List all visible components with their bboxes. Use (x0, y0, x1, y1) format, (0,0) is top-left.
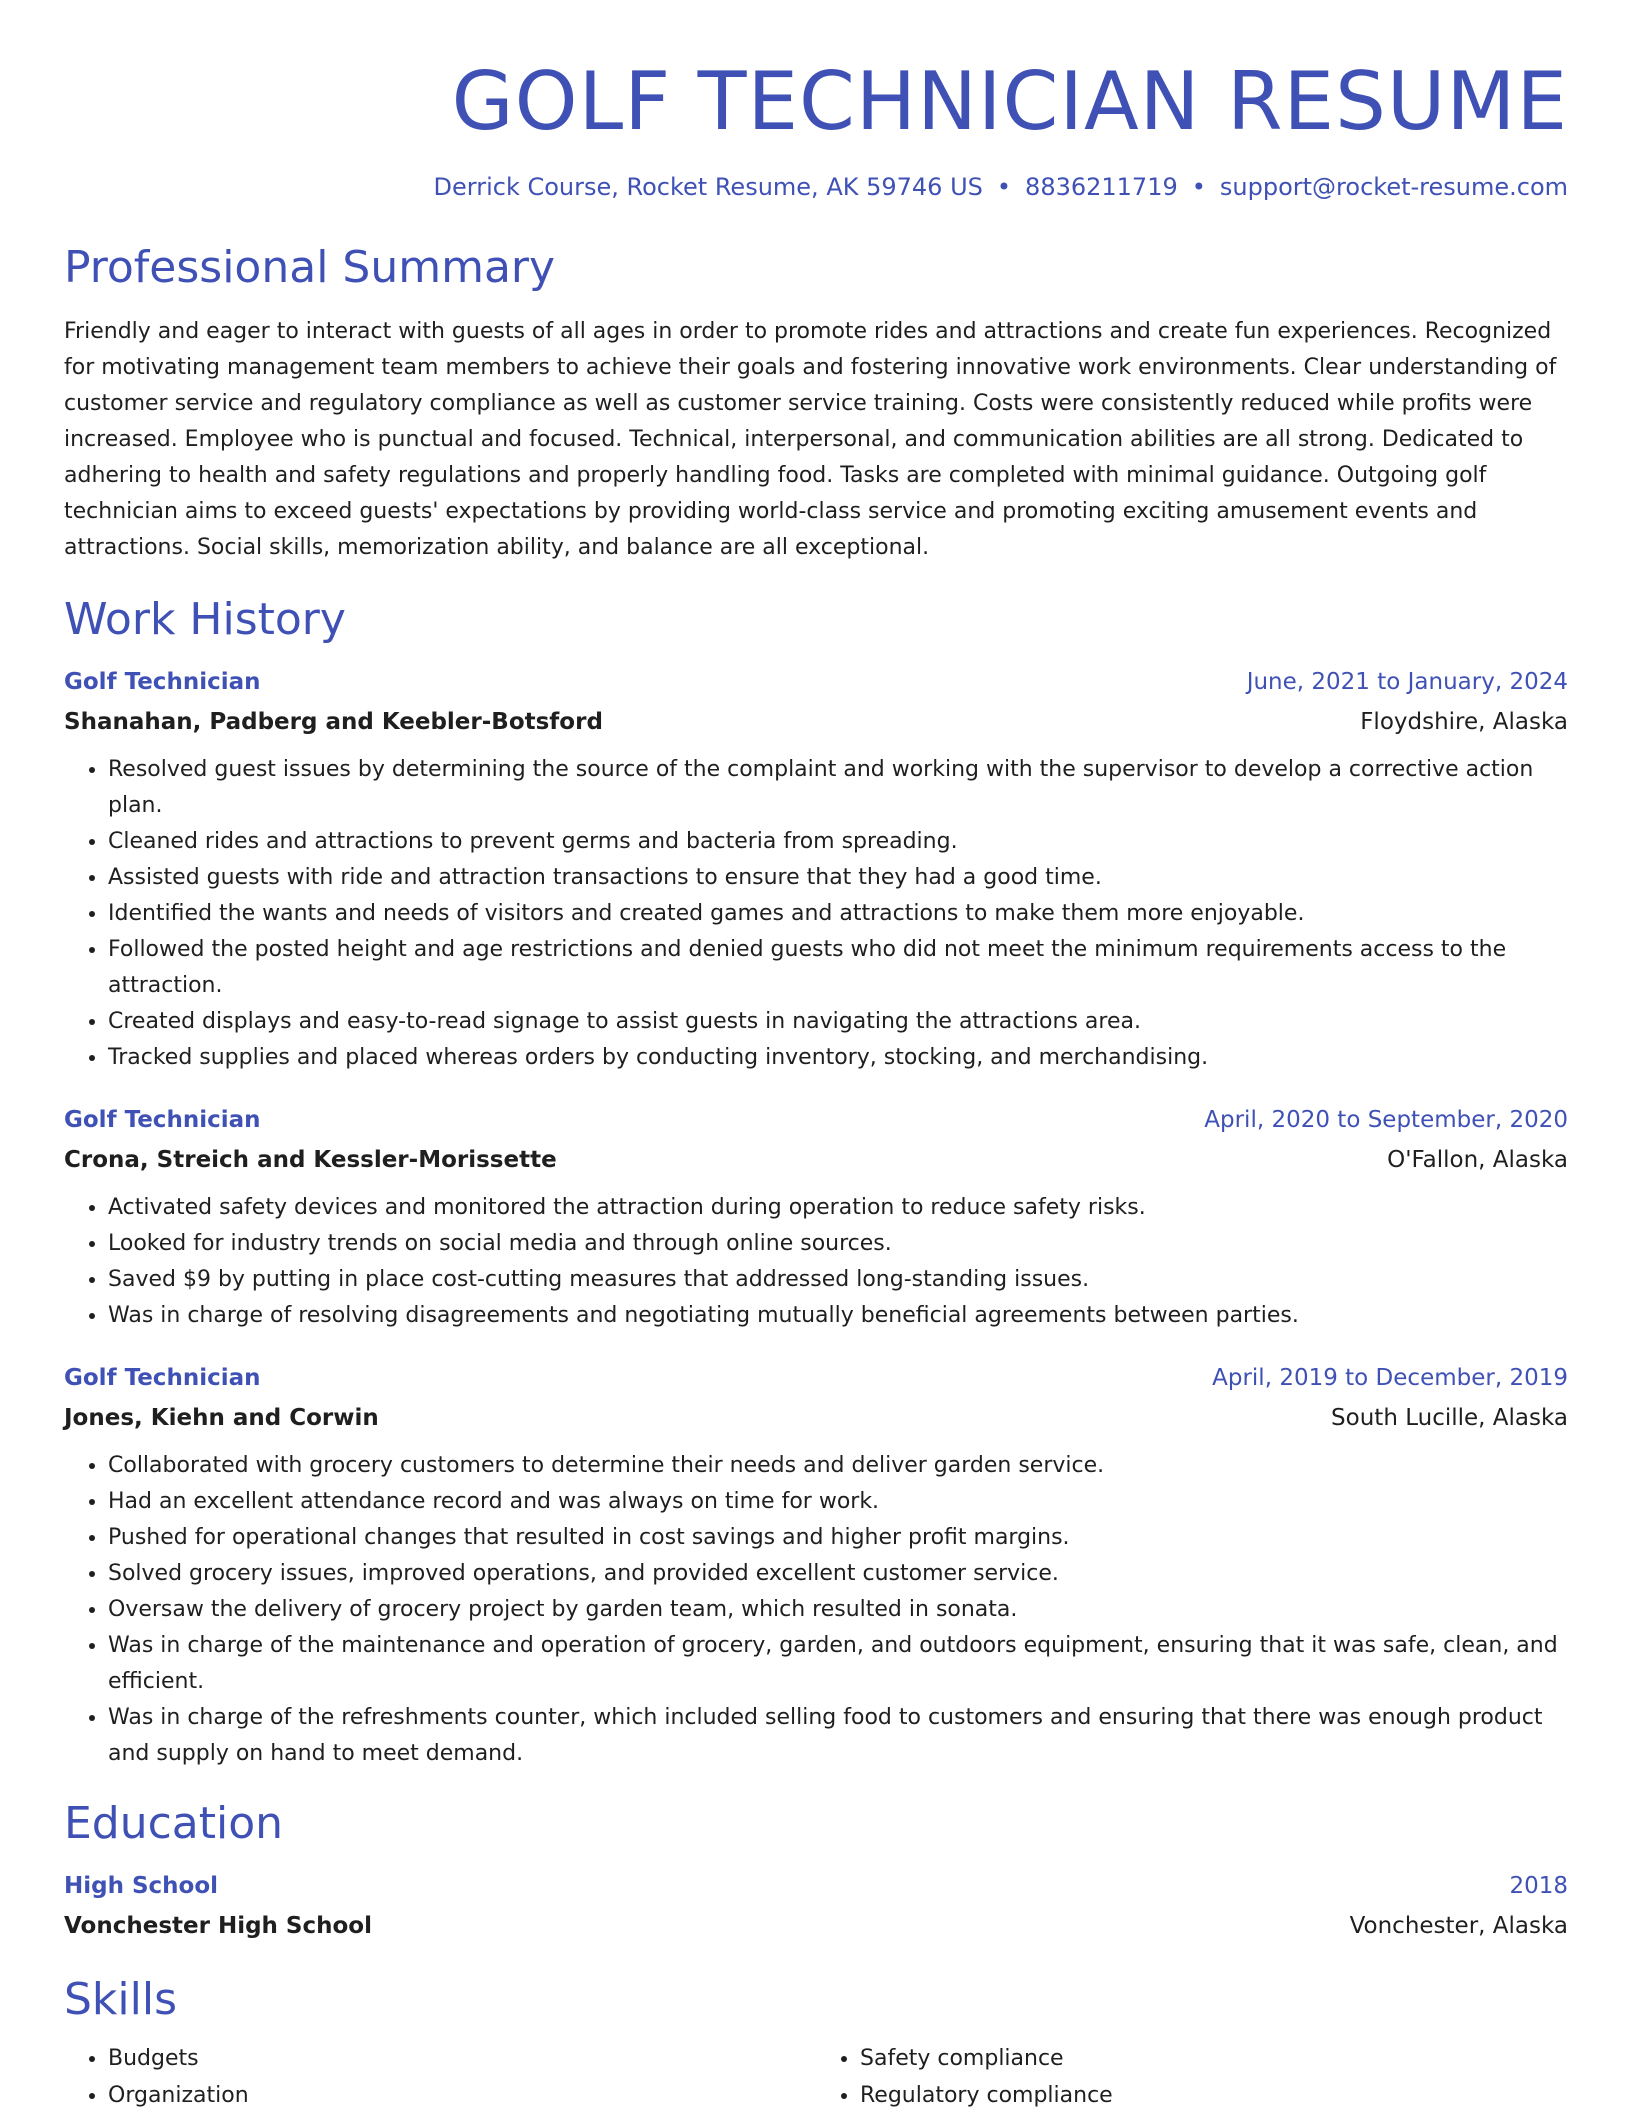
job-dates: April, 2020 to September, 2020 (1204, 1107, 1568, 1133)
work-history-heading: Work History (64, 594, 346, 645)
contact-phone: 8836211719 (1025, 173, 1178, 201)
contact-separator: • (996, 173, 1012, 201)
job-bullet: • Saved $9 by putting in place cost-cutting measures that addressed long-standing issues. (108, 1262, 1568, 1298)
skills-columns (64, 2040, 1568, 2114)
job-bullet: • Activated safety devices and monitored the attraction during operation to reduce safety risks. (108, 1190, 1568, 1226)
summary-section (64, 240, 1568, 566)
job-location: O'Fallon, Alaska (1387, 1147, 1568, 1173)
contact-line (64, 170, 1568, 204)
job-company: Crona, Streich and Kessler-Morissette (64, 1147, 557, 1173)
job-bullet: • Looked for industry trends on social media and through online sources. (108, 1226, 1568, 1262)
summary-heading: Professional Summary (64, 242, 556, 293)
skill-item: • Safety compliance (860, 2040, 1568, 2077)
job-entry (64, 662, 1568, 1076)
job-entry (64, 1100, 1568, 1334)
education-entry (64, 1866, 1568, 1946)
job-company: Shanahan, Padberg and Keebler-Botsford (64, 709, 603, 735)
job-role: Golf Technician (64, 1365, 261, 1391)
job-bullet: • Collaborated with grocery customers to determine their needs and deliver garden service. (108, 1448, 1568, 1484)
job-entry (64, 1358, 1568, 1772)
job-bullet: • Tracked supplies and placed whereas orders by conducting inventory, stocking, and merchandising. (108, 1040, 1568, 1076)
job-bullet: • Created displays and easy-to-read signage to assist guests in navigating the attractions area. (108, 1004, 1568, 1040)
job-bullet: • Pushed for operational changes that resulted in cost savings and higher profit margins. (108, 1520, 1568, 1556)
job-bullet: • Was in charge of the refreshments counter, which included selling food to customers and ensuring that there was enough product and supply on hand to meet demand. (108, 1700, 1568, 1772)
skills-column-right (816, 2040, 1568, 2114)
resume-title: GOLF TECHNICIAN RESUME (451, 55, 1568, 148)
work-history-section (64, 592, 1568, 1772)
job-bullet: • Oversaw the delivery of grocery project by garden team, which resulted in sonata. (108, 1592, 1568, 1628)
skill-item: • Regulatory compliance (860, 2077, 1568, 2114)
job-bullets (64, 752, 1568, 1076)
education-year: 2018 (1509, 1873, 1568, 1899)
job-bullet: • Solved grocery issues, improved operations, and provided excellent customer service. (108, 1556, 1568, 1592)
job-company: Jones, Kiehn and Corwin (64, 1405, 379, 1431)
job-dates: April, 2019 to December, 2019 (1212, 1365, 1568, 1391)
contact-address: Derrick Course, Rocket Resume, AK 59746 US (433, 173, 983, 201)
education-heading: Education (64, 1798, 284, 1849)
skills-heading: Skills (64, 1974, 178, 2025)
job-dates: June, 2021 to January, 2024 (1246, 669, 1568, 695)
job-bullets (64, 1190, 1568, 1334)
job-bullets (64, 1448, 1568, 1772)
education-school: Vonchester High School (64, 1913, 372, 1939)
summary-text: Friendly and eager to interact with guests of all ages in order to promote rides and attractions and create fun experiences. Recognized for motivating management team members to achieve their goals and fostering innovative work environments. Clear understanding of customer service and regulatory compliance as well as customer service training. Costs were consistently reduced while profits were increased. Employee who is punctual and focused. Technical, interpersonal, and communication abilities are all strong. Dedicated to adhering to health and safety regulations and properly handling food. Tasks are completed with minimal guidance. Outgoing golf technician aims to exceed guests' expectations by providing world-class service and promoting exciting amusement events and attractions. Social skills, memorization ability, and balance are all exceptional. (64, 319, 1557, 560)
skill-item: • Budgets (108, 2040, 816, 2077)
contact-email: support@rocket-resume.com (1219, 173, 1568, 201)
education-section (64, 1796, 1568, 1946)
education-degree: High School (64, 1873, 219, 1899)
job-bullet: • Cleaned rides and attractions to prevent germs and bacteria from spreading. (108, 824, 1568, 860)
job-location: South Lucille, Alaska (1331, 1405, 1568, 1431)
skills-column-left (64, 2040, 816, 2114)
skills-section (64, 1972, 1568, 2114)
job-bullet: • Had an excellent attendance record and was always on time for work. (108, 1484, 1568, 1520)
job-bullet: • Was in charge of the maintenance and operation of grocery, garden, and outdoors equipment, ensuring that it was safe, clean, and efficient. (108, 1628, 1568, 1700)
job-bullet: • Identified the wants and needs of visitors and created games and attractions to make them more enjoyable. (108, 896, 1568, 932)
job-bullet: • Followed the posted height and age restrictions and denied guests who did not meet the minimum requirements access to the attraction. (108, 932, 1568, 1004)
job-location: Floydshire, Alaska (1360, 709, 1568, 735)
job-bullet: • Resolved guest issues by determining the source of the complaint and working with the supervisor to develop a corrective action plan. (108, 752, 1568, 824)
education-location: Vonchester, Alaska (1349, 1913, 1568, 1939)
job-role: Golf Technician (64, 1107, 261, 1133)
contact-separator: • (1191, 173, 1206, 201)
job-bullet: • Assisted guests with ride and attraction transactions to ensure that they had a good time. (108, 860, 1568, 896)
skill-item: • Organization (108, 2077, 816, 2114)
job-role: Golf Technician (64, 669, 261, 695)
job-bullet: • Was in charge of resolving disagreements and negotiating mutually beneficial agreements between parties. (108, 1298, 1568, 1334)
